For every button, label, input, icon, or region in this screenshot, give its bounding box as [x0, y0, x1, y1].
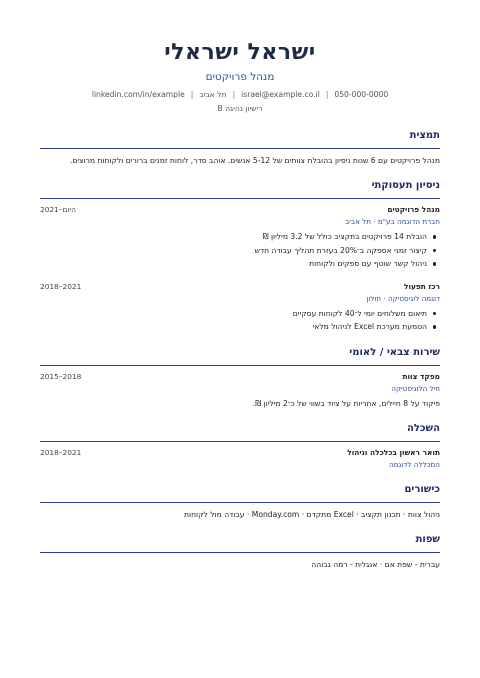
- languages-list: עברית - שפת אם · אנגלית - רמה גבוהה: [311, 560, 440, 569]
- bullet-item: הטמעת מערכת Excel לניהול מלאי: [40, 320, 440, 334]
- resume-header: [40, 40, 440, 115]
- contact-phone: 050-000-0000: [334, 90, 389, 99]
- school-name: המכללה לדוגמה: [388, 460, 440, 469]
- section-heading: ניסיון תעסוקתי: [40, 179, 440, 199]
- driving-license: רישיון נהיגה B: [217, 104, 263, 113]
- contact-separator: |: [190, 90, 194, 99]
- job-entry: [40, 204, 440, 271]
- summary-text: מנהל פרויקטים עם 6 שנות ניסיון בהובלת צוותים של 5-12 אנשים. אוהב סדר, לוחות זמנים ברורים ולקוחות מרוצים.: [69, 156, 440, 165]
- candidate-title: מנהל פרויקטים: [205, 71, 275, 83]
- job-bullets: [40, 307, 440, 334]
- candidate-name: ישראל ישראלי: [164, 40, 316, 65]
- skills-list: ניהול צוות · תכנון תקציב · Excel מתקדם · Monday.com · עבודה מול לקוחות: [184, 510, 440, 519]
- section-heading: כישורים: [40, 483, 440, 503]
- job-role: מנהל פרויקטים: [387, 205, 440, 214]
- education-dates: 2018–2021: [40, 448, 82, 457]
- section-heading: שירות צבאי / לאומי: [40, 346, 440, 366]
- job-entry: [40, 281, 440, 334]
- education-section: [40, 422, 440, 471]
- service-unit: חיל הלוגיסטיקה: [391, 383, 440, 393]
- contact-separator: |: [325, 90, 329, 99]
- section-heading: תמצית: [40, 129, 440, 149]
- job-role: רכז תפעול: [403, 281, 440, 291]
- languages-section: [40, 533, 440, 571]
- experience-section: [40, 179, 440, 334]
- section-heading: שפות: [40, 533, 440, 553]
- bullet-item: הובלת 14 פרויקטים בתקציב כולל של 3.2 מיליון ₪: [40, 230, 440, 244]
- contact-linkedin: linkedin.com/in/example: [91, 90, 185, 99]
- job-organization: דוגמה לוגיסטיקה · חולון: [366, 293, 440, 303]
- service-dates: 2015–2018: [40, 371, 82, 381]
- summary-section: [40, 129, 440, 167]
- bullet-item: תיאום משלוחים יומי ל־40 לקוחות עסקיים: [40, 307, 440, 321]
- bullet-item: קיצור זמני אספקה ב־20% בעזרת תהליך עבודה חדש: [40, 244, 440, 258]
- service-role: מפקד צוות: [402, 371, 440, 381]
- contact-separator: |: [232, 90, 236, 99]
- bullet-item: ניהול קשר שוטף עם ספקים ולקוחות: [40, 257, 440, 271]
- contact-email: israel@example.co.il: [241, 90, 320, 99]
- section-heading: השכלה: [40, 422, 440, 442]
- skills-section: [40, 483, 440, 521]
- job-dates: 2021–היום: [40, 205, 76, 214]
- job-bullets: [40, 230, 440, 271]
- job-organization: חברת הדוגמה בע"מ · תל אביב: [345, 217, 440, 226]
- job-dates: 2018–2021: [40, 281, 82, 291]
- military-section: [40, 346, 440, 411]
- service-bullets: [40, 397, 440, 411]
- degree-name: תואר ראשון בכלכלה וניהול: [347, 448, 440, 457]
- service-description: פיקוד על 8 חיילים, אחריות על ציוד בשווי של כ־2 מיליון ₪.: [252, 398, 440, 408]
- service-entry: [40, 371, 440, 411]
- education-entry: [40, 447, 440, 471]
- contact-city: תל אביב: [199, 90, 227, 99]
- contact-line: [40, 89, 440, 101]
